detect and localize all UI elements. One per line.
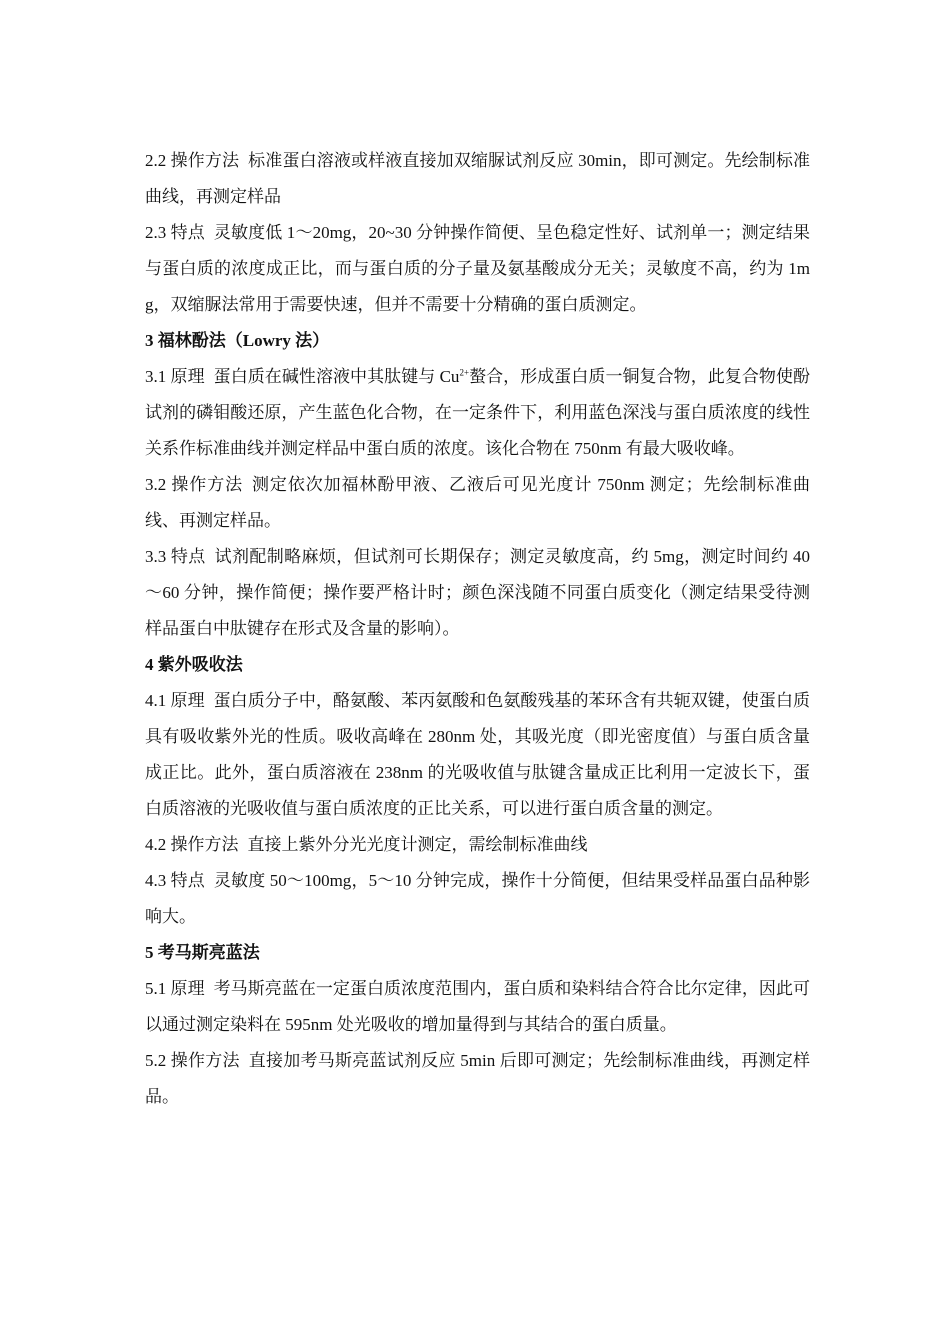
paragraph-3-3 (145, 539, 810, 647)
paragraph-3-1 (145, 359, 810, 467)
paragraph-text: 蛋白质在碱性溶液中其肽键与 Cu (213, 367, 460, 386)
paragraph-lead: 5.2 操作方法 (145, 1051, 240, 1070)
paragraph-2-2 (145, 143, 810, 215)
document-page (145, 143, 810, 1115)
paragraph-text: 蛋白质分子中，酪氨酸、苯丙氨酸和色氨酸残基的苯环含有共轭双键，使蛋白质具有吸收紫外光的性质。吸收高峰在 280nm 处，其吸光度（即光密度值）与蛋白质含量成正比。此外，蛋白质溶液在 238nm 的光吸收值与肽键含量成正比利用一定波长下，蛋白质溶液的光吸收值与蛋白质浓度的正比关系，可以进行蛋白质含量的测定。 (145, 691, 811, 818)
paragraph-lead: 4.3 特点 (145, 871, 205, 890)
paragraph-text: 直接加考马斯亮蓝试剂反应 5min 后即可测定；先绘制标准曲线，再测定样品。 (145, 1051, 811, 1106)
paragraph-5-2 (145, 1043, 810, 1115)
paragraph-lead: 5.1 原理 (145, 979, 205, 998)
paragraph-4-2 (145, 827, 810, 863)
paragraph-text: 测定依次加福林酚甲液、乙液后可见光度计 750nm 测定；先绘制标准曲线、再测定样品。 (145, 475, 810, 530)
paragraph-text: 试剂配制略麻烦，但试剂可长期保存；测定灵敏度高，约 5mg，测定时间约 40～60 分钟，操作简便；操作要严格计时；颜色深浅随不同蛋白质变化（测定结果受待测样品蛋白中肽键存在形式及含量的影响）。 (145, 547, 810, 638)
paragraph-lead: 2.3 特点 (145, 223, 205, 242)
heading-section-4: 4 紫外吸收法 (145, 655, 243, 674)
paragraph-2-3 (145, 215, 810, 323)
paragraph-text: 灵敏度 50～100mg，5～10 分钟完成，操作十分简便，但结果受样品蛋白品种影响大。 (145, 871, 811, 926)
paragraph-5-1 (145, 971, 810, 1043)
paragraph-lead: 3.3 特点 (145, 547, 206, 566)
paragraph-lead: 4.2 操作方法 (145, 835, 239, 854)
paragraph-lead: 3.2 操作方法 (145, 475, 244, 494)
paragraph-4-1 (145, 683, 810, 827)
paragraph-text: 螯合，形成蛋白质一铜复合物，此复合物使酚试剂的磷钼酸还原，产生蓝色化合物，在一定条件下，利用蓝色深浅与蛋白质浓度的线性关系作标准曲线并测定样品中蛋白质的浓度。该化合物在 750nm 有最大吸收峰。 (145, 367, 811, 458)
paragraph-text: 考马斯亮蓝在一定蛋白质浓度范围内，蛋白质和染料结合符合比尔定律，因此可以通过测定染料在 595nm 处光吸收的增加量得到与其结合的蛋白质量。 (145, 979, 811, 1034)
superscript: 2+ (459, 367, 470, 378)
paragraph-3-2 (145, 467, 810, 539)
paragraph-text: 灵敏度低 1～20mg，20~30 分钟操作简便、呈色稳定性好、试剂单一；测定结果与蛋白质的浓度成正比，而与蛋白质的分子量及氨基酸成分无关；灵敏度不高，约为 1mg，双缩脲法常用于需要快速，但并不需要十分精确的蛋白质测定。 (145, 223, 811, 314)
paragraph-4-3 (145, 863, 810, 935)
paragraph-lead: 4.1 原理 (145, 691, 205, 710)
heading-section-3: 3 福林酚法（Lowry 法） (145, 331, 330, 350)
paragraph-text: 标准蛋白溶液或样液直接加双缩脲试剂反应 30min，即可测定。先绘制标准曲线，再测定样品 (145, 151, 810, 206)
heading-section-5: 5 考马斯亮蓝法 (145, 943, 260, 962)
paragraph-lead: 3.1 原理 (145, 367, 205, 386)
paragraph-text: 直接上紫外分光光度计测定，需绘制标准曲线 (247, 835, 588, 854)
paragraph-lead: 2.2 操作方法 (145, 151, 240, 170)
